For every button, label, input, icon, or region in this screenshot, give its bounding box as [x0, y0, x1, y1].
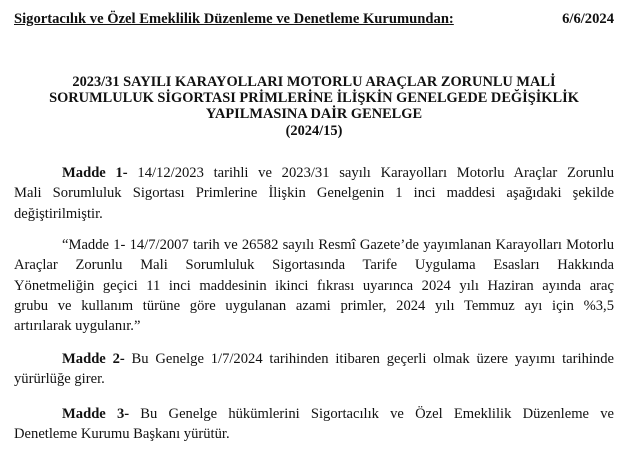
article-label: Madde 2- — [62, 351, 125, 367]
article-2 — [14, 349, 614, 390]
article-line: yürürlüğe girer. — [14, 371, 105, 388]
title-line: SORUMLULUK SİGORTASI PRİMLERİNE İLİŞKİN GENELGEDE DEĞİŞİKLİK — [49, 90, 579, 107]
article-line: Mali Sorumluluk Sigortası Primlerine İlişkin Genelgenin 1 inci maddesi aşağıdaki şekilde — [14, 185, 614, 202]
title-line: 2023/31 SAYILI KARAYOLLARI MOTORLU ARAÇLAR ZORUNLU MALİ — [72, 74, 556, 90]
article-label: Madde 3- — [62, 406, 130, 422]
quote-line: Araçlar Zorunlu Mali Sorumluluk Sigortasında Tarife Uygulama Esasları Hakkında — [14, 257, 614, 274]
article-line: Denetleme Kurumu Başkanı yürütür. — [14, 426, 230, 443]
article-line: değiştirilmiştir. — [14, 205, 103, 222]
publication-date: 6/6/2024 — [562, 11, 614, 27]
quote-line: Yönetmeliğin geçici 11 inci maddesinin ikinci fıkrası uyarınca 2024 yılı Haziran ayında araç — [14, 277, 614, 294]
article-3 — [14, 404, 614, 445]
quote-line: “Madde 1- 14/7/2007 tarih ve 26582 sayılı Resmî Gazete’de yayımlanan Karayolları Motorlu — [62, 237, 614, 253]
article-line — [14, 163, 614, 183]
title-line: YAPILMASINA DAİR GENELGE — [205, 106, 423, 123]
quote-line: grubu ve kullanım türüne göre uygulanan azami primler, 2024 yılı Temmuz ayı için %3,5 — [14, 297, 614, 314]
article-line — [14, 349, 614, 369]
circular-number: (2024/15) — [285, 122, 343, 139]
article-text: Bu Genelge hükümlerini Sigortacılık ve Özel Emeklilik Düzenleme ve — [129, 406, 614, 422]
article-label: Madde 1- — [62, 165, 128, 181]
quote-line: artırılarak uygulanır.” — [14, 318, 141, 335]
document-title — [14, 74, 614, 139]
article-1 — [14, 163, 614, 224]
issuing-authority: Sigortacılık ve Özel Emeklilik Düzenleme ve Denetleme Kurumundan: — [14, 11, 454, 27]
article-line — [14, 404, 614, 424]
article-text: Bu Genelge 1/7/2024 tarihinden itibaren geçerli olmak üzere yayımı tarihinde — [124, 351, 614, 367]
document-header — [14, 11, 614, 31]
amended-text-quote — [14, 235, 614, 336]
article-text: 14/12/2023 tarihli ve 2023/31 sayılı Karayolları Motorlu Araçlar Zorunlu — [127, 165, 614, 181]
